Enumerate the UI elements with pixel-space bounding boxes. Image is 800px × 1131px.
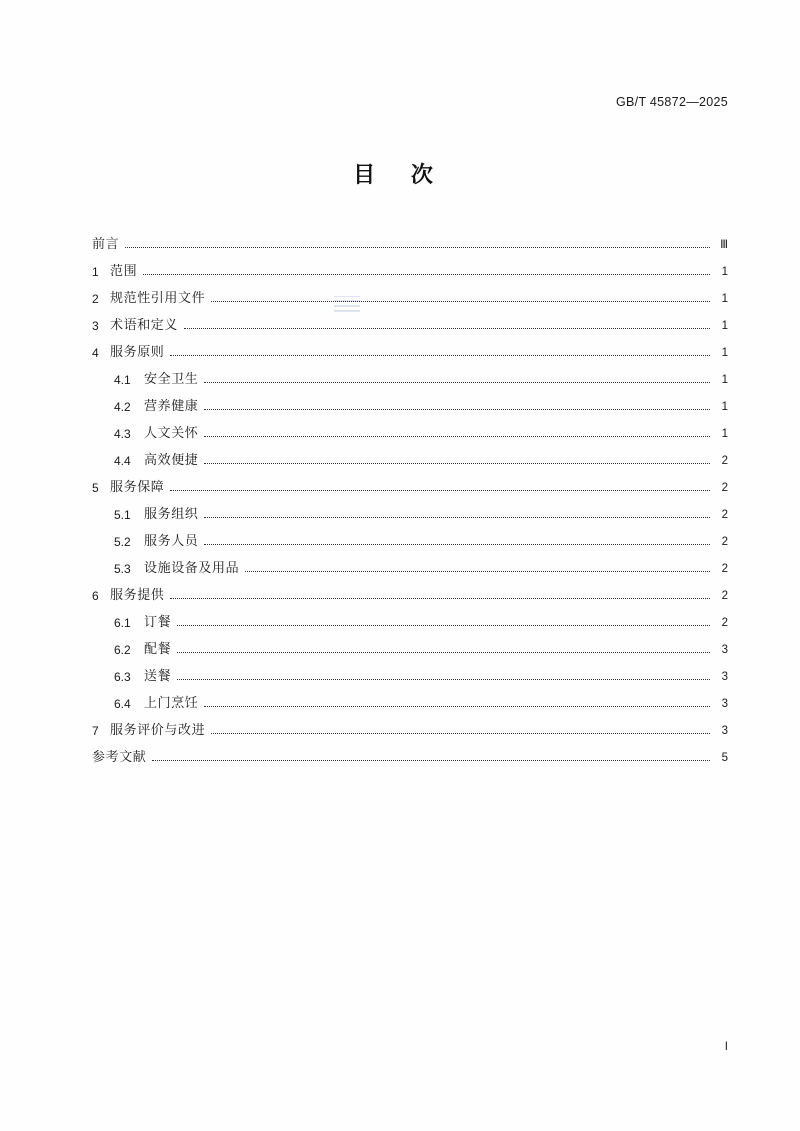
toc-entry-page: 3 <box>721 697 728 710</box>
table-of-contents <box>92 224 728 764</box>
toc-entry-number: 7 <box>92 724 99 738</box>
toc-leader-dots <box>245 571 710 572</box>
toc-entry-label: 服务组织 <box>144 507 199 522</box>
standard-number: GB/T 45872—2025 <box>616 95 728 109</box>
toc-entry[interactable] <box>92 251 728 278</box>
toc-entry-page: 2 <box>721 562 728 575</box>
page-title: 目 次 <box>353 162 447 188</box>
toc-entry-number: 6.2 <box>114 643 131 657</box>
toc-entry-page: 2 <box>721 454 728 467</box>
toc-entry[interactable] <box>92 629 728 656</box>
toc-entry-label: 营养健康 <box>144 399 199 414</box>
toc-entry-label: 服务保障 <box>110 480 165 495</box>
toc-entry-label: 范围 <box>110 264 138 279</box>
toc-entry[interactable] <box>92 737 728 764</box>
toc-leader-dots <box>184 328 710 329</box>
toc-entry-page: 1 <box>721 427 728 440</box>
toc-entry-page: 2 <box>721 616 728 629</box>
toc-leader-dots <box>170 598 710 599</box>
toc-entry-page: 3 <box>721 643 728 656</box>
toc-entry-page: 3 <box>721 724 728 737</box>
toc-entry[interactable] <box>92 575 728 602</box>
toc-entry[interactable] <box>92 359 728 386</box>
toc-entry[interactable] <box>92 521 728 548</box>
toc-leader-dots <box>152 760 710 761</box>
toc-entry[interactable] <box>92 548 728 575</box>
toc-entry-label: 人文关怀 <box>144 426 199 441</box>
toc-leader-dots <box>204 436 710 437</box>
toc-entry-page: 2 <box>721 508 728 521</box>
toc-entry[interactable] <box>92 710 728 737</box>
toc-entry-label: 上门烹饪 <box>144 696 199 711</box>
toc-entry-number: 4 <box>92 346 99 360</box>
toc-entry[interactable] <box>92 602 728 629</box>
toc-entry-label: 规范性引用文件 <box>110 291 206 306</box>
toc-entry[interactable] <box>92 332 728 359</box>
toc-entry-number: 6.3 <box>114 670 131 684</box>
toc-entry-label: 配餐 <box>144 642 172 657</box>
toc-leader-dots <box>204 544 710 545</box>
toc-entry[interactable] <box>92 467 728 494</box>
toc-entry-number: 4.2 <box>114 400 131 414</box>
toc-entry-label: 服务提供 <box>110 588 165 603</box>
toc-entry-page: 1 <box>721 346 728 359</box>
toc-entry-page: 1 <box>721 373 728 386</box>
toc-entry-page: 2 <box>721 589 728 602</box>
toc-entry-number: 1 <box>92 265 99 279</box>
toc-entry-label: 设施设备及用品 <box>144 561 240 576</box>
toc-leader-dots <box>177 652 710 653</box>
toc-entry-page: Ⅲ <box>720 238 728 251</box>
toc-entry-page: 1 <box>721 400 728 413</box>
toc-entry-label: 参考文献 <box>92 750 147 765</box>
toc-entry-number: 5.3 <box>114 562 131 576</box>
toc-entry-page: 3 <box>721 670 728 683</box>
toc-entry[interactable] <box>92 278 728 305</box>
toc-entry[interactable] <box>92 440 728 467</box>
toc-entry-label: 订餐 <box>144 615 172 630</box>
toc-entry-number: 5.1 <box>114 508 131 522</box>
toc-entry-number: 4.3 <box>114 427 131 441</box>
toc-entry-number: 2 <box>92 292 99 306</box>
toc-leader-dots <box>204 382 710 383</box>
toc-entry-number: 4.1 <box>114 373 131 387</box>
toc-entry[interactable] <box>92 413 728 440</box>
toc-leader-dots <box>177 679 710 680</box>
toc-entry-label: 安全卫生 <box>144 372 199 387</box>
toc-entry-number: 6.4 <box>114 697 131 711</box>
toc-entry-page: 2 <box>721 481 728 494</box>
toc-entry-label: 服务评价与改进 <box>110 723 206 738</box>
toc-leader-dots <box>125 247 710 248</box>
toc-leader-dots <box>204 463 710 464</box>
toc-leader-dots <box>211 301 710 302</box>
toc-leader-dots <box>177 625 710 626</box>
toc-leader-dots <box>204 517 710 518</box>
toc-entry[interactable] <box>92 683 728 710</box>
toc-entry-page: 1 <box>721 265 728 278</box>
toc-entry-number: 4.4 <box>114 454 131 468</box>
toc-entry-number: 6.1 <box>114 616 131 630</box>
toc-entry-number: 5 <box>92 481 99 495</box>
toc-entry-number: 6 <box>92 589 99 603</box>
toc-entry[interactable] <box>92 386 728 413</box>
toc-entry-page: 1 <box>721 292 728 305</box>
toc-leader-dots <box>143 274 710 275</box>
toc-leader-dots <box>204 409 710 410</box>
toc-leader-dots <box>170 355 710 356</box>
toc-entry-page: 1 <box>721 319 728 332</box>
toc-entry-label: 送餐 <box>144 669 172 684</box>
toc-entry[interactable] <box>92 305 728 332</box>
toc-entry-number: 5.2 <box>114 535 131 549</box>
toc-entry-label: 术语和定义 <box>110 318 179 333</box>
toc-entry-page: 5 <box>721 751 728 764</box>
toc-entry[interactable] <box>92 494 728 521</box>
toc-entry-label: 前言 <box>92 237 120 252</box>
toc-entry-label: 高效便捷 <box>144 453 199 468</box>
toc-entry[interactable] <box>92 224 728 251</box>
toc-leader-dots <box>170 490 710 491</box>
toc-leader-dots <box>204 706 710 707</box>
toc-entry[interactable] <box>92 656 728 683</box>
footer-page-number: I <box>724 1041 728 1053</box>
toc-entry-number: 3 <box>92 319 99 333</box>
toc-entry-label: 服务人员 <box>144 534 199 549</box>
toc-entry-page: 2 <box>721 535 728 548</box>
toc-entry-label: 服务原则 <box>110 345 165 360</box>
toc-leader-dots <box>211 733 710 734</box>
